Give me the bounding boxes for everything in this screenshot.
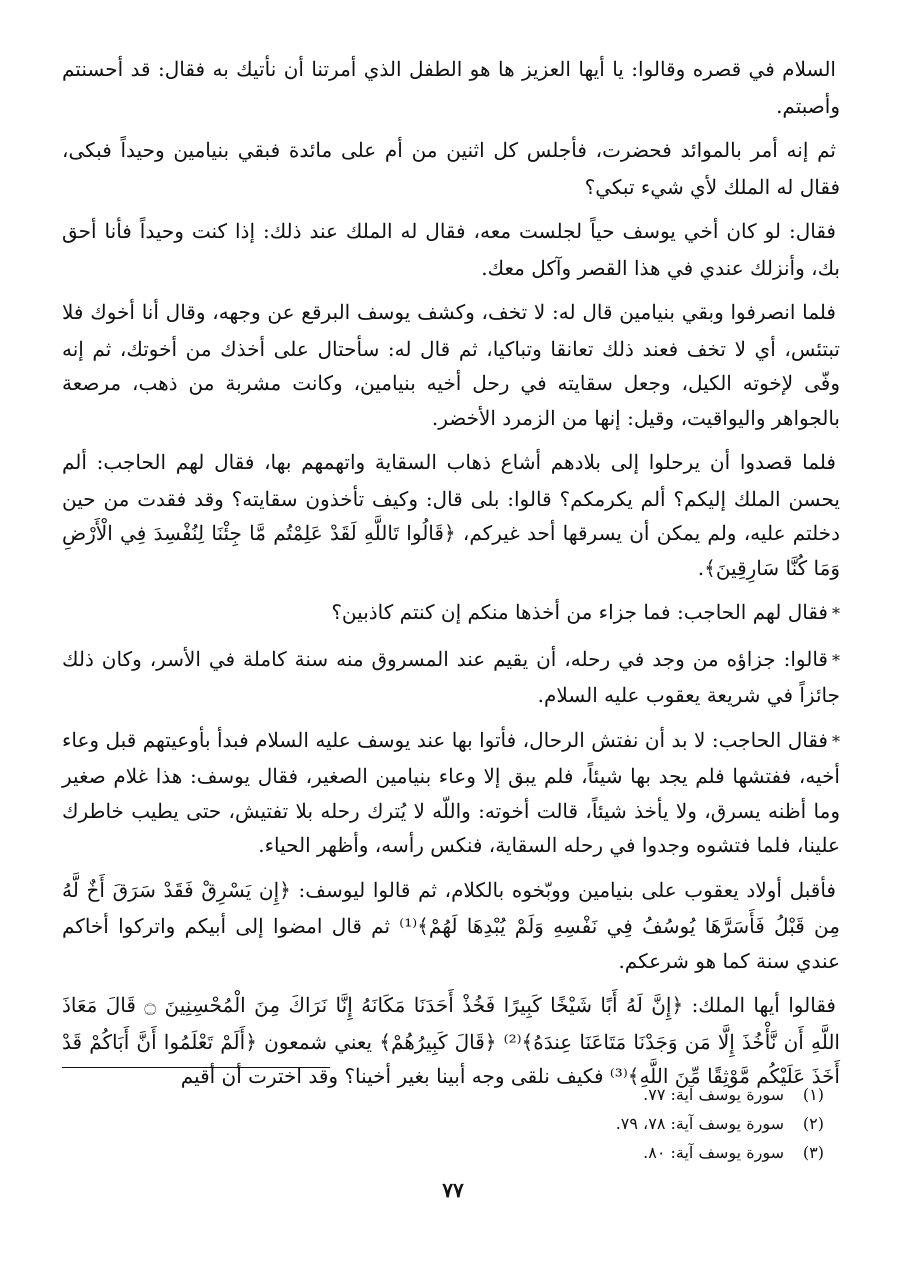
paragraph (62, 445, 840, 585)
paragraph (62, 723, 840, 863)
paragraph-text: قالوا: جزاؤه من وجد في رحله، أن يقيم عند المسروق منه سنة كاملة في الأسر، وكان ذلك جائزاً في شريعة يعقوب عليه السلام. (62, 646, 840, 707)
paragraph (62, 52, 840, 123)
paragraph-text: فقال لهم الحاجب: فما جزاء من أخذها منكم إن كنتم كاذبين؟ (331, 600, 828, 624)
star-marker: * (832, 604, 840, 623)
footnote (324, 1109, 824, 1138)
footnote-number: (٢) (802, 1114, 824, 1133)
footnote-text: سورة يوسف آية: ٧٨، ٧٩. (615, 1114, 784, 1133)
paragraph-text: السلام في قصره وقالوا: يا أيها العزيز ها هو الطفل الذي أمرتنا أن نأتيك به فقال: قد أحسنتم وأصبتم. (62, 57, 840, 118)
paragraph (62, 988, 840, 1094)
paragraph (62, 595, 840, 632)
page-number: ٧٧ (442, 1178, 464, 1202)
paragraph-text: فلما انصرفوا وبقي بنيامين قال له: لا تخف، وكشف يوسف البرقع عن وجهه، وقال أنا أخوك فلا تبتئس، أي لا تخف فعند ذلك تعانقا وتباكيا، ثم قال له: سأحتال على أخذك من أخوتك، ثم إنه وفّى لإخوته الكيل، وجعل سقايته في رحل أخيه بنيامين، وكانت مشربة من ذهب، مرصعة بالجواهر واليواقيت، وقيل: إنها من الزمرد الأخضر. (62, 300, 840, 430)
paragraph-text: فقال الحاجب: لا بد أن نفتش الرحال، فأتوا بها عند يوسف عليه السلام فبدأ بأوعيتهم قبل وعاء أخيه، ففتشها فلم يجد بها شيئاً، فلم يبق إلا وعاء بنيامين الصغير، فقال يوسف: هذا غلام صغير وما أظنه يسرق، ولا يأخذ شيئاً، قالت أخوته: واللّه لا يُترك رحله بلا تفتيش، حتى يطيب خاطرك علينا، فلما فتشوه وجدوا في رحله السقاية، فنكس رأسه، وأظهر الحياء. (62, 727, 840, 857)
footnote-divider (62, 1067, 330, 1068)
paragraph (62, 642, 840, 713)
paragraph (62, 295, 840, 435)
page-body (62, 52, 840, 1104)
paragraph-text: ثم إنه أمر بالموائد فحضرت، فأجلس كل اثنين من أم على مائدة فبقي بنيامين وحيداً فبكى، فقال له الملك لأي شيء تبكي؟ (62, 138, 840, 199)
paragraph (62, 214, 840, 285)
paragraph (62, 133, 840, 204)
paragraph (62, 873, 840, 979)
footnote-text: سورة يوسف آية: ٨٠. (643, 1143, 784, 1162)
footnote-number: (١) (802, 1085, 824, 1104)
footnote-text: سورة يوسف آية: ٧٧. (643, 1085, 784, 1104)
star-marker: * (832, 731, 840, 751)
footnote (324, 1138, 824, 1167)
footnote-number: (٣) (802, 1143, 824, 1162)
paragraph-text: فقال: لو كان أخي يوسف حياً لجلست معه، فقال له الملك عند ذلك: إذا كنت وحيداً فأنا أحق بك، وأنزلك عندي في هذا القصر وآكل معك. (62, 219, 840, 280)
star-marker: * (832, 650, 840, 670)
paragraph-text: فقالوا أيها الملك: ﴿إِنَّ لَهُ أَبًا شَيْخًا كَبِيرًا فَخُذْ أَحَدَنَا مَكَانَهُ إِنَّا نَرَاكَ مِنَ الْمُحْسِنِينَ ۝ قَالَ مَعَاذَ اللَّهِ أَن نَّأْخُذَ إِلَّا مَن وَجَدْنَا مَتَاعَنَا عِندَهُ﴾⁽²⁾ ﴿قَالَ كَبِيرُهُمْ﴾ يعني شمعون ﴿أَلَمْ تَعْلَمُوا أَنَّ أَبَاكُمْ قَدْ أَخَذَ عَلَيْكُم مَّوْثِقًا مِّنَ اللَّهِ﴾⁽³⁾ فكيف نلقى وجه أبينا بغير أخينا؟ وقد اخترت أن أقيم (62, 993, 840, 1088)
paragraph-text: فأقبل أولاد يعقوب على بنيامين ووبّخوه بالكلام، ثم قالوا ليوسف: ﴿إِن يَسْرِقْ فَقَدْ سَرَقَ أَخٌ لَّهُ مِن قَبْلُ فَأَسَرَّهَا يُوسُفُ فِي نَفْسِهِ وَلَمْ يُبْدِهَا لَهُمْ﴾⁽¹⁾ ثم قال امضوا إلى أبيكم واتركوا أخاكم عندي سنة كما هو شرعكم. (62, 877, 840, 973)
footnotes (324, 1080, 824, 1167)
paragraph-text: فلما قصدوا أن يرحلوا إلى بلادهم أشاع ذهاب السقاية واتهمهم بها، فقال لهم الحاجب: ألم يحسن الملك إليكم؟ ألم يكرمكم؟ قالوا: بلى قال: وكيف تأخذون سقايته؟ وقد فقدت من حين دخلتم عليه، ولم يمكن أن يسرقها أحد غيركم، ﴿قَالُوا تَاللَّهِ لَقَدْ عَلِمْتُم مَّا جِئْنَا لِنُفْسِدَ فِي الْأَرْضِ وَمَا كُنَّا سَارِقِينَ﴾. (62, 450, 840, 580)
footnote (324, 1080, 824, 1109)
